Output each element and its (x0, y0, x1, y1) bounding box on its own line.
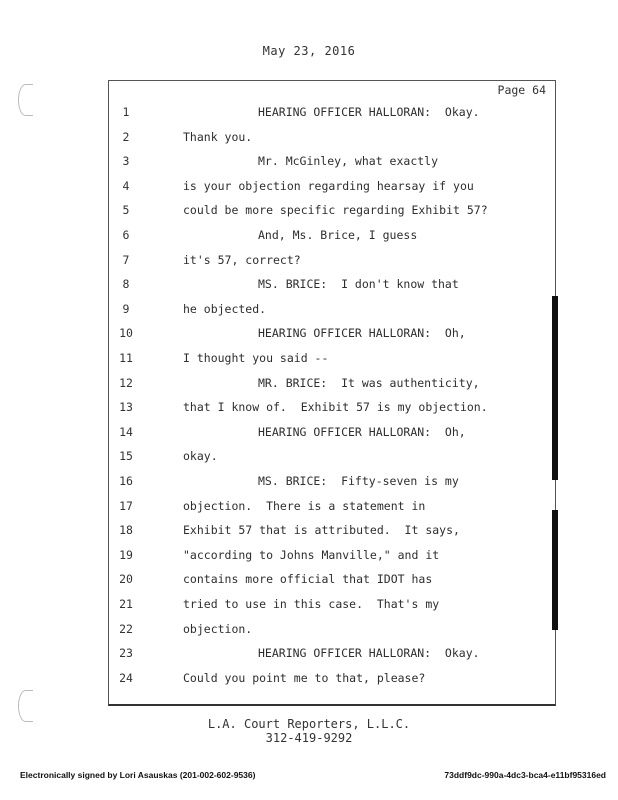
transcript-line (108, 371, 556, 396)
line-number: 22 (119, 621, 133, 636)
line-text: HEARING OFFICER HALLORAN: Okay. (258, 646, 480, 661)
transcript-line (108, 469, 556, 494)
margin-bar-upper (552, 296, 558, 480)
line-number: 15 (119, 449, 133, 464)
transcript-line (108, 494, 556, 519)
line-number: 11 (119, 351, 133, 365)
line-text: okay. (183, 449, 218, 464)
line-text: MS. BRICE: Fifty-seven is my (258, 474, 459, 488)
transcript-line (108, 297, 556, 322)
transcript-line (108, 174, 556, 199)
line-number: 14 (119, 424, 133, 439)
transcript-line (108, 666, 556, 691)
line-text: Thank you. (183, 129, 253, 144)
header-date: May 23, 2016 (262, 44, 356, 58)
line-text: HEARING OFFICER HALLORAN: Oh, (258, 326, 466, 341)
line-text: he objected. (183, 301, 267, 316)
transcript-line (108, 543, 556, 568)
line-number: 23 (119, 646, 133, 661)
line-number: 18 (119, 523, 133, 538)
line-number: 10 (119, 326, 133, 341)
transcript-line (108, 567, 556, 592)
transcript-line (108, 518, 556, 543)
electronic-signature: Electronically signed by Lori Asauskas (201-002-602-9536) (20, 770, 256, 780)
transcript-line (108, 444, 556, 469)
line-number: 6 (122, 228, 130, 242)
line-text: MS. BRICE: I don't know that (258, 277, 459, 292)
line-text: Exhibit 57 that is attributed. It says, (183, 523, 460, 538)
line-number: 12 (119, 375, 133, 390)
line-number: 13 (119, 400, 133, 415)
transcript-line (108, 617, 556, 642)
line-number: 16 (119, 474, 133, 488)
line-text: tried to use in this case. That's my (183, 597, 440, 611)
line-number: 24 (119, 670, 133, 685)
line-text: objection. There is a statement in (183, 498, 426, 513)
transcript-line (108, 223, 556, 248)
line-text: HEARING OFFICER HALLORAN: Oh, (258, 424, 466, 439)
line-number: 20 (119, 572, 133, 587)
line-number: 7 (122, 252, 130, 267)
line-number: 21 (119, 597, 133, 611)
margin-bar-lower (552, 510, 558, 630)
transcript-line (108, 346, 556, 371)
binder-hole-mark-top (18, 84, 33, 116)
line-text: it's 57, correct? (183, 252, 301, 267)
transcript-line (108, 198, 556, 223)
line-text: that I know of. Exhibit 57 is my objection. (183, 400, 488, 415)
line-text: is your objection regarding hearsay if you (183, 178, 474, 193)
document-hash: 73ddf9dc-990a-4dc3-bca4-e11bf95316ed (444, 770, 606, 780)
line-number: 9 (122, 301, 130, 316)
line-number: 19 (119, 547, 133, 562)
line-number: 1 (122, 105, 130, 119)
transcript-line (108, 321, 556, 346)
transcript-line (108, 641, 556, 666)
line-text: contains more official that IDOT has (183, 572, 433, 587)
line-number: 3 (122, 154, 130, 169)
line-text: could be more specific regarding Exhibit 57? (183, 203, 488, 218)
page-number: Page 64 (497, 83, 546, 97)
footer-phone: 312-419-9292 (265, 731, 353, 745)
transcript-line (108, 420, 556, 445)
line-text: I thought you said -- (183, 351, 329, 365)
transcript-line (108, 272, 556, 297)
transcript-line (108, 149, 556, 174)
transcript-line (108, 100, 556, 125)
line-text: And, Ms. Brice, I guess (258, 228, 418, 242)
line-text: Mr. McGinley, what exactly (258, 154, 439, 169)
line-text: MR. BRICE: It was authenticity, (258, 375, 480, 390)
footer-reporter: L.A. Court Reporters, L.L.C. (207, 717, 411, 731)
line-number: 2 (122, 129, 130, 144)
line-text: objection. (183, 621, 253, 636)
transcript-line (108, 395, 556, 420)
transcript-line (108, 592, 556, 617)
line-number: 4 (122, 178, 130, 193)
transcript-line (108, 248, 556, 273)
line-text: Could you point me to that, please? (183, 670, 426, 685)
line-number: 8 (122, 277, 130, 292)
transcript-line (108, 125, 556, 150)
line-number: 17 (119, 498, 133, 513)
line-number: 5 (122, 203, 130, 218)
line-text: "according to Johns Manville," and it (183, 547, 440, 562)
line-text: HEARING OFFICER HALLORAN: Okay. (258, 105, 480, 119)
